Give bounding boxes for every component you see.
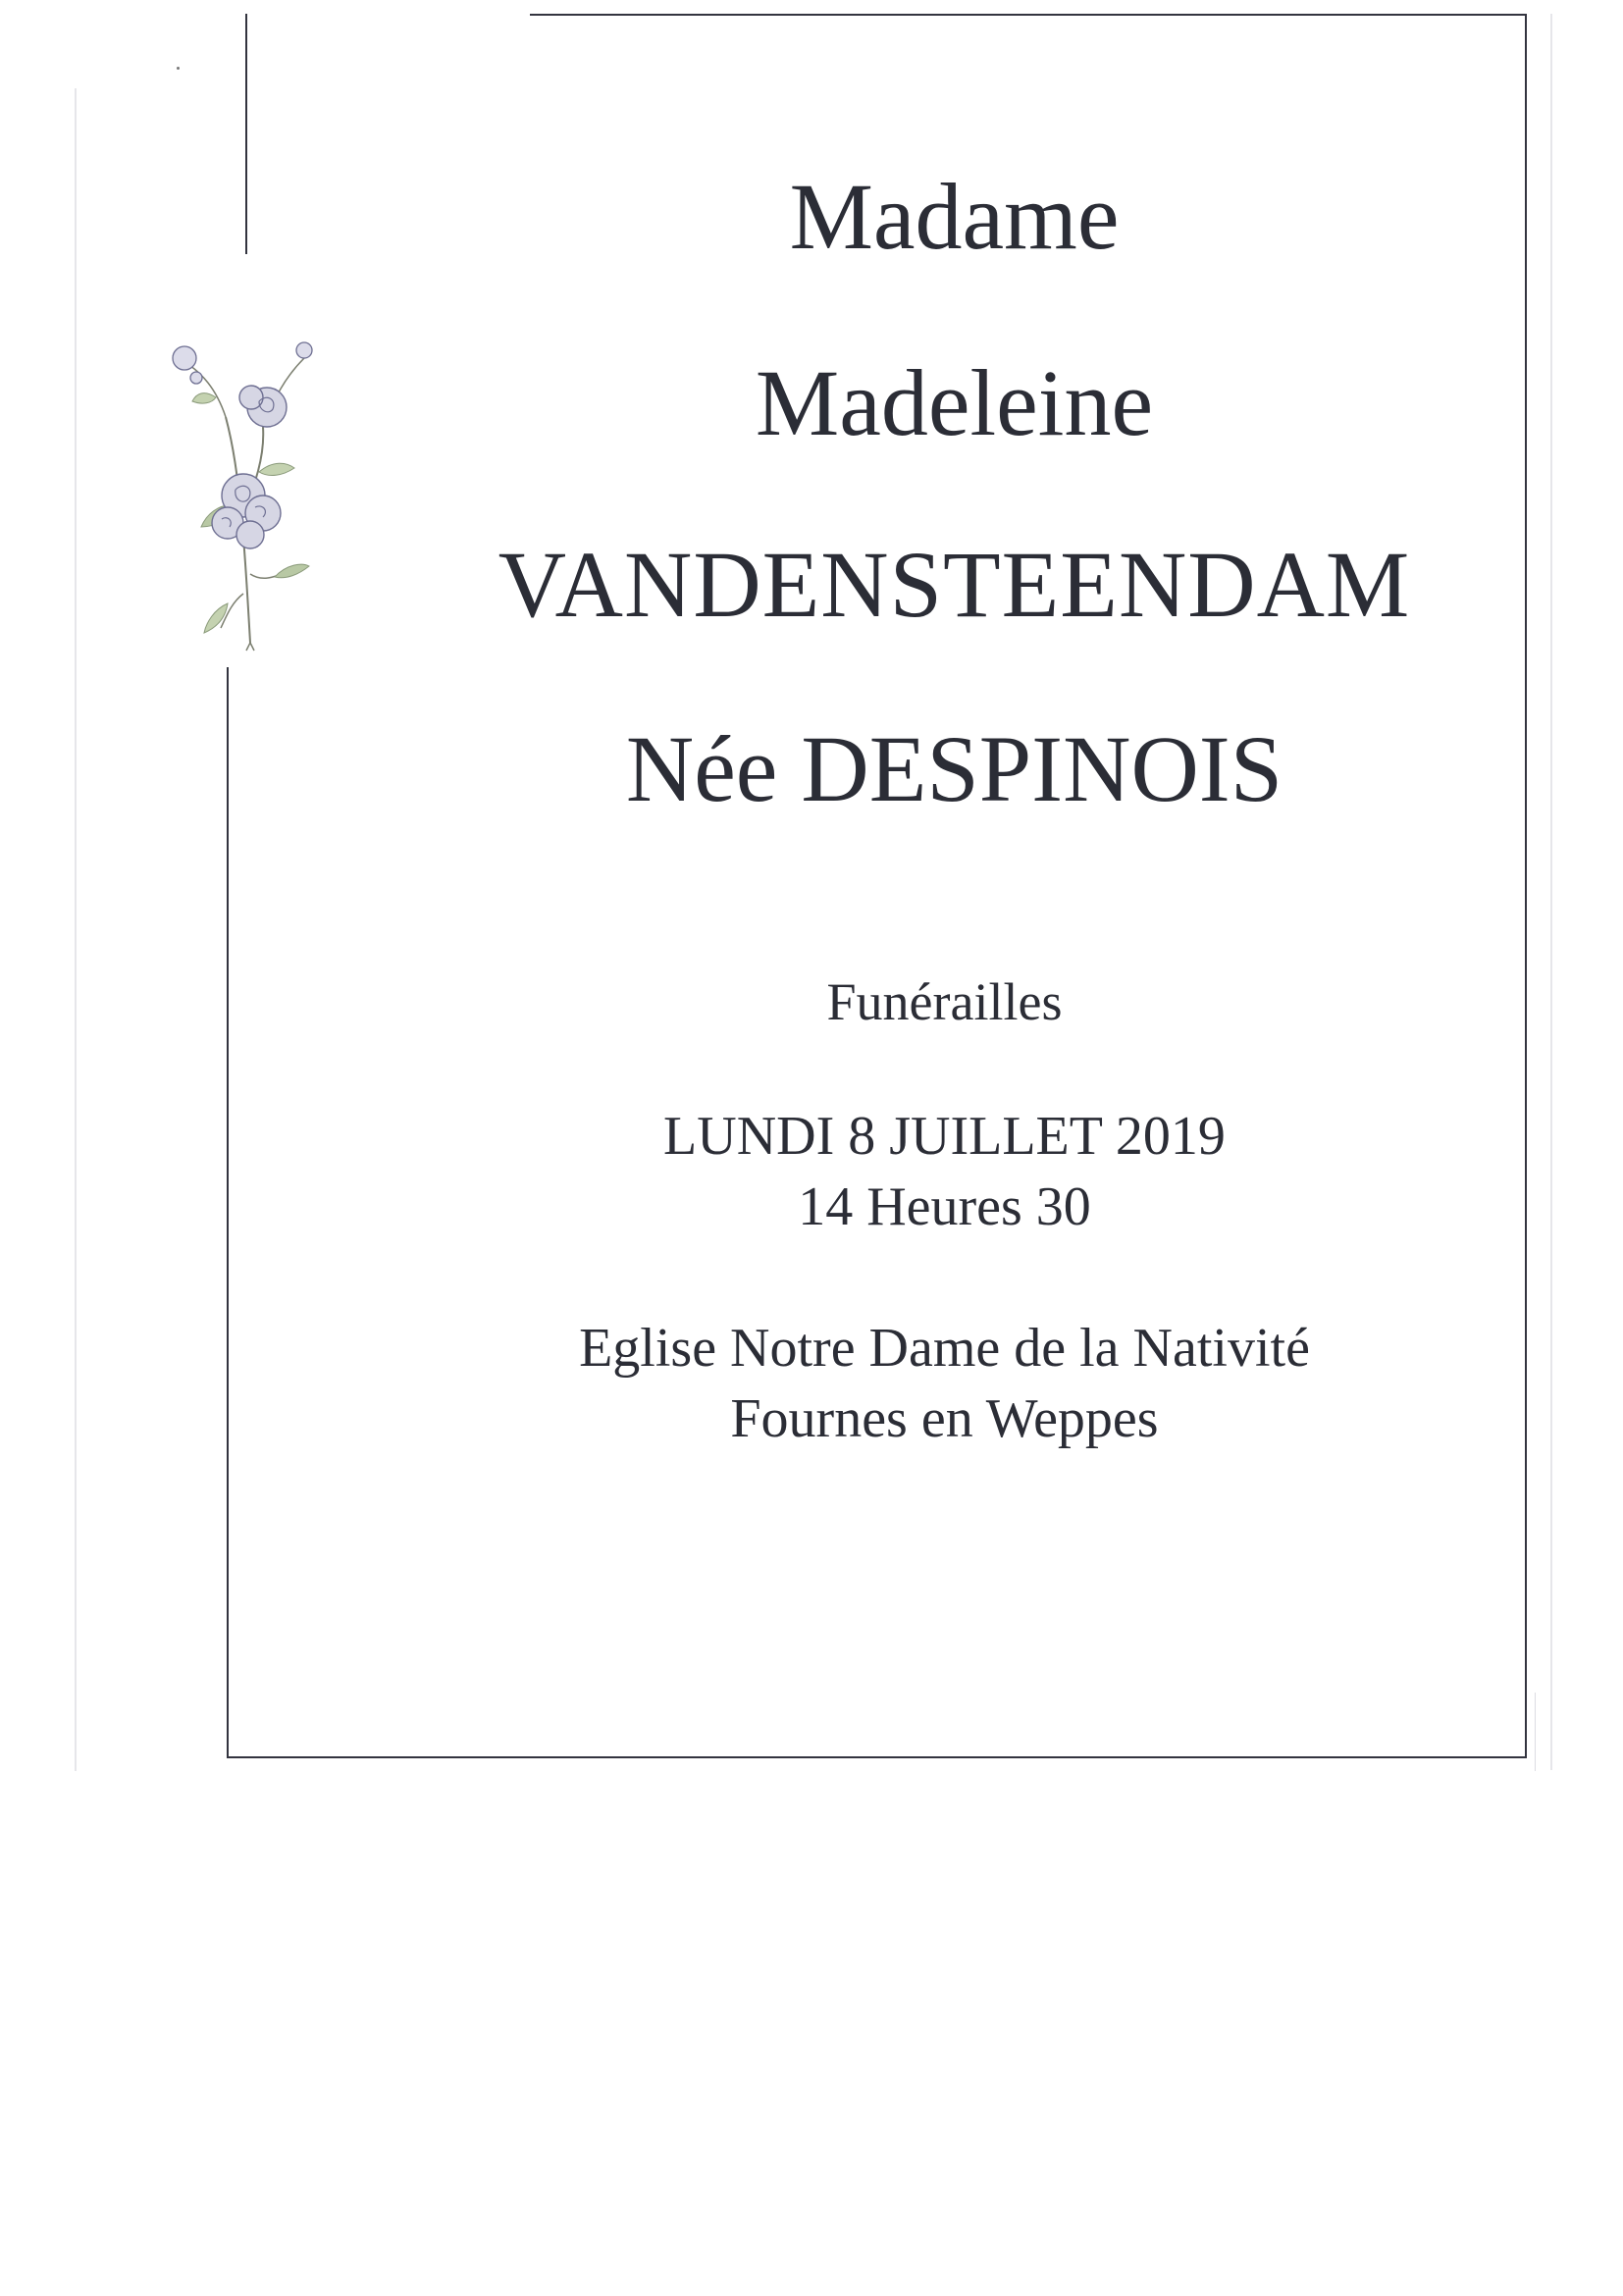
honorific-title: Madame bbox=[789, 164, 1120, 269]
frame-right bbox=[1525, 14, 1527, 1758]
scan-edge-left bbox=[75, 88, 77, 1771]
scan-edge-right-inner bbox=[1535, 1693, 1536, 1771]
scan-speck bbox=[177, 67, 180, 70]
first-name: Madeleine bbox=[755, 350, 1154, 455]
frame-top bbox=[530, 14, 1527, 16]
maiden-name: Née DESPINOIS bbox=[625, 716, 1283, 821]
event-time: 14 Heures 30 bbox=[798, 1176, 1091, 1237]
frame-left-upper bbox=[245, 14, 247, 254]
event-location: Eglise Notre Dame de la Nativité bbox=[579, 1318, 1310, 1379]
frame-left-lower bbox=[227, 667, 229, 1758]
event-label: Funérailles bbox=[826, 972, 1063, 1031]
last-name: VANDENSTEENDAM bbox=[497, 532, 1411, 637]
frame-bottom bbox=[227, 1756, 1527, 1758]
event-date: LUNDI 8 JUILLET 2019 bbox=[663, 1106, 1226, 1167]
scan-edge-right bbox=[1550, 14, 1552, 1770]
event-town: Fournes en Weppes bbox=[730, 1388, 1159, 1449]
